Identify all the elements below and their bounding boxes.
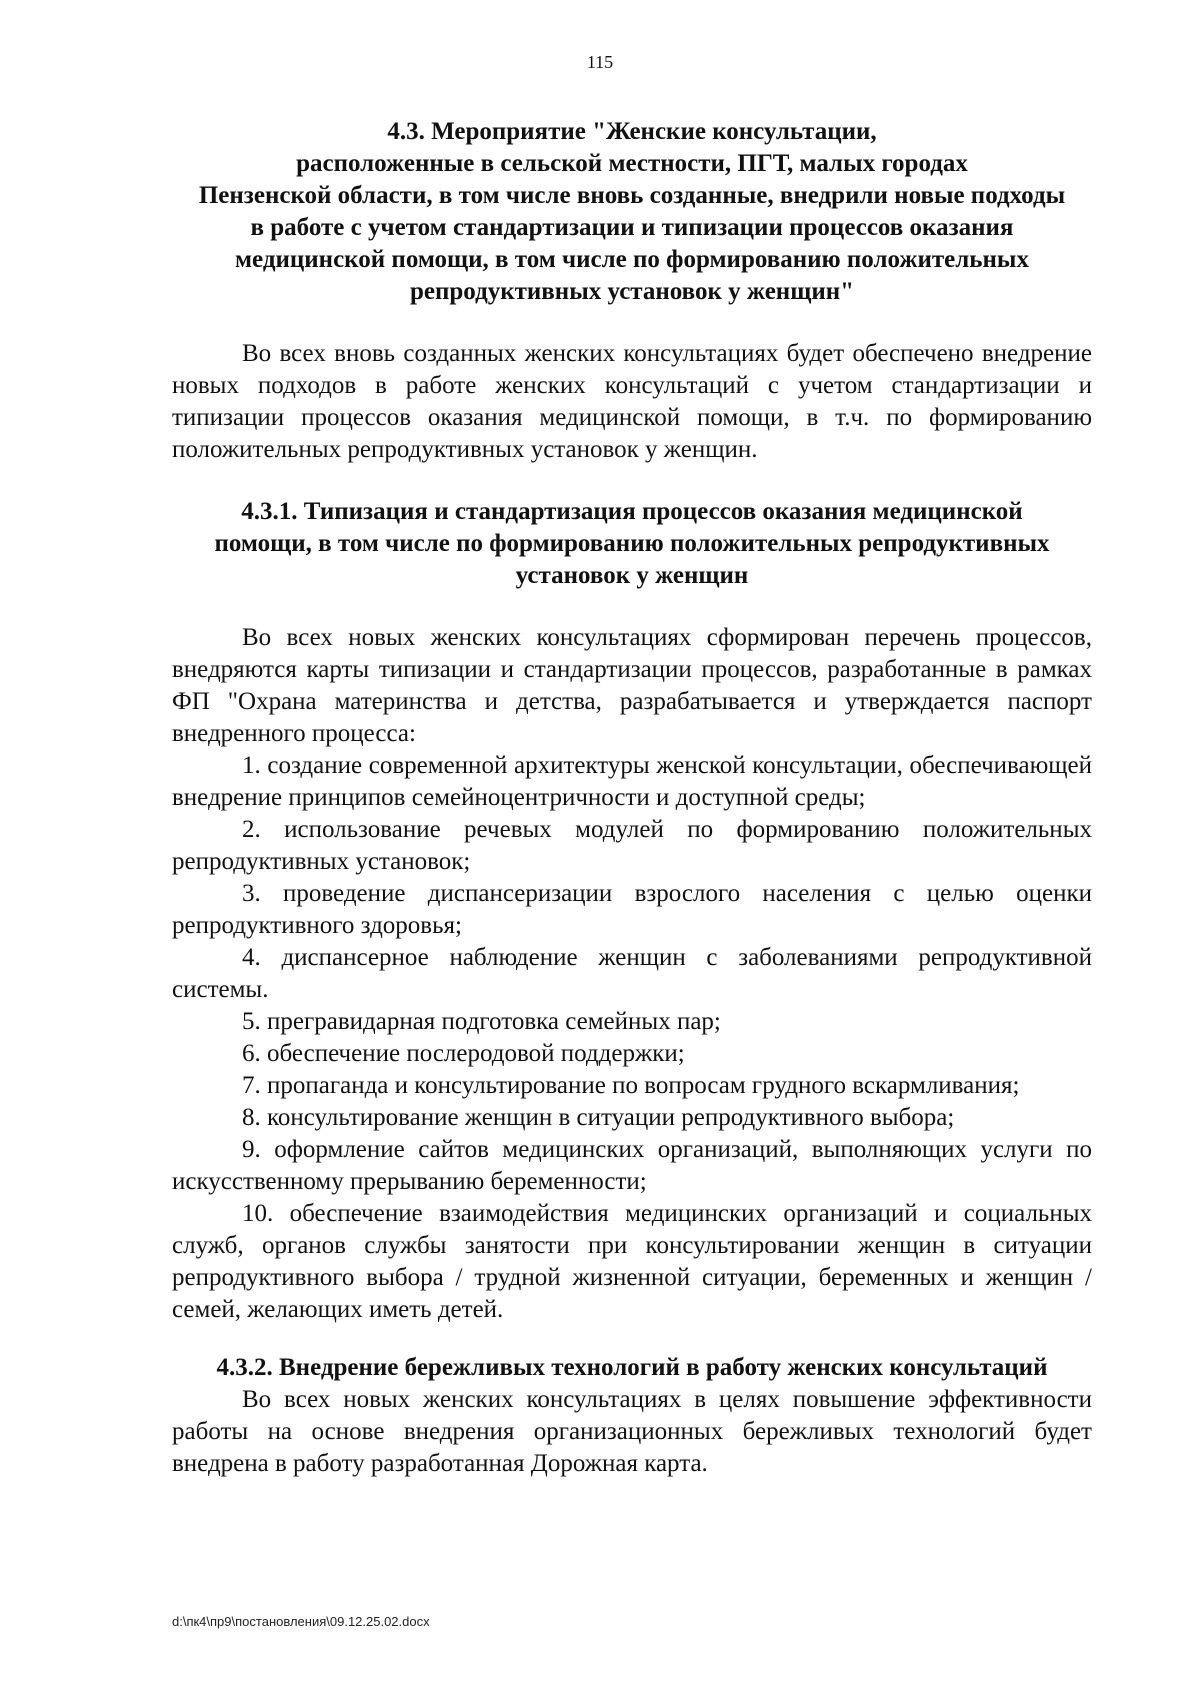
subsection-1-heading <box>172 496 1092 592</box>
footer-file-path: d:\пк4\пр9\постановления\09.12.25.02.docx <box>172 1614 430 1629</box>
section-heading-line: в работе с учетом стандартизации и типизации процессов оказания <box>250 214 1014 241</box>
list-item: 7. пропаганда и консультирование по вопросам грудного вскармливания; <box>242 1072 1020 1099</box>
list-item: 4. диспансерное наблюдение женщин с заболеваниями репродуктивной системы. <box>172 944 1092 1003</box>
section-heading-line: медицинской помощи, в том числе по формированию положительных <box>235 246 1029 273</box>
list-item: 8. консультирование женщин в ситуации репродуктивного выбора; <box>242 1104 955 1131</box>
list-item: 1. создание современной архитектуры женской консультации, обеспечивающей внедрение принципов семейноцентричности и доступной среды; <box>172 752 1092 811</box>
list-item: 2. использование речевых модулей по формированию положительных репродуктивных установок; <box>172 816 1092 875</box>
subsection-2-paragraph: Во всех новых женских консультациях в целях повышение эффективности работы на основе внедрения организационных бережливых технологий будет внедрена в работу разработанная Дорожная карта. <box>172 1386 1092 1477</box>
list-item: 3. проведение диспансеризации взрослого населения с целью оценки репродуктивного здоровья; <box>172 880 1092 939</box>
section-heading-line: расположенные в сельской местности, ПГТ, малых городах <box>296 150 968 177</box>
subsection-1-heading-line: установок у женщин <box>515 562 749 589</box>
subsection-1-heading-line: помощи, в том числе по формированию положительных репродуктивных <box>214 530 1050 557</box>
section-heading <box>172 116 1092 308</box>
section-heading-line: Пензенской области, в том числе вновь созданные, внедрили новые подходы <box>198 182 1066 209</box>
section-heading-line: репродуктивных установок у женщин" <box>409 278 855 305</box>
list-item: 5. прегравидарная подготовка семейных пар; <box>242 1008 721 1035</box>
document-body <box>172 116 1092 1480</box>
subsection-1-heading-line: 4.3.1. Типизация и стандартизация процессов оказания медицинской <box>241 498 1023 525</box>
intro-paragraph: Во всех вновь созданных женских консультациях будет обеспечено внедрение новых подходов в работе женских консультаций с учетом стандартизации и типизации процессов оказания медицинской помощи, в т.ч. по формированию положительных репродуктивных установок у женщин. <box>172 340 1092 463</box>
list-item: 6. обеспечение послеродовой поддержки; <box>242 1040 685 1067</box>
section-heading-line: 4.3. Мероприятие "Женские консультации, <box>387 118 877 145</box>
process-list <box>172 750 1092 1326</box>
subsection-2-heading: 4.3.2. Внедрение бережливых технологий в работу женских консультаций <box>216 1354 1048 1381</box>
page-number: 115 <box>586 52 614 72</box>
subsection-1-paragraph: Во всех новых женских консультациях сформирован перечень процессов, внедряются карты типизации и стандартизации процессов, разработанные в рамках ФП "Охрана материнства и детства, разрабатывается и утверждается паспорт внедренного процесса: <box>172 624 1092 747</box>
list-item: 10. обеспечение взаимодействия медицинских организаций и социальных служб, органов службы занятости при консультировании женщин в ситуации репродуктивного выбора / трудной жизненной ситуации, беременных и женщин / семей, желающих иметь детей. <box>172 1200 1092 1323</box>
list-item: 9. оформление сайтов медицинских организаций, выполняющих услуги по искусственному прерыванию беременности; <box>172 1136 1092 1195</box>
